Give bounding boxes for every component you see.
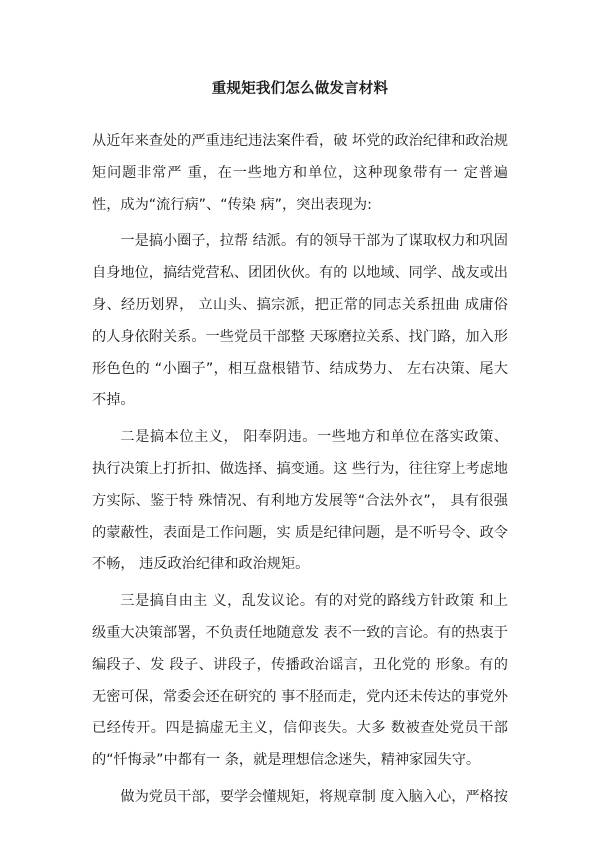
- paragraph-intro: 从近年来查处的严重违纪违法案件看，破 坏党的政治纪律和政治规矩问题非常严 重，在一些地方和单位，这种现象带有一 定普遍性，成为“流行病”、“传染 病”，突出表现为:: [92, 133, 508, 213]
- paragraph-conclusion: 做为党员干部，要学会懂规矩，将规章制 度入脑入心，严格按: [120, 788, 508, 805]
- paragraph-point-two: 二是搞本位主义， 阳奉阴违。一些地方和单位在落实政策、 执行决策上打折扣、做选择、搞变通。这 些行为，往往穿上考虑地方实际、鉴于特 殊情况、有利地方发展等“合法外衣”， 具有很强的蒙蔽性，表面是工作问题，实 质是纪律问题，是不听号令、政令不畅， 违反政治纪律和政治规矩。: [92, 429, 508, 573]
- paragraph-point-three: 三是搞自由主 义，乱发议论。有的对党的路线方针政策 和上级重大决策部署，不负责任地随意发 表不一致的言论。有的热衷于编段子、发 段子、讲段子，传播政治谣言，丑化党的 形象。有的无密可保，常委会还在研究的 事不胫而走，党内还未传达的事党外已经传开。四是搞虚无主义，信仰丧失。大多 数被查处党员干部的“忏悔录”中都有一 条，就是理想信念迷失，精神家园失守。: [92, 593, 508, 769]
- document-title: 重规矩我们怎么做发言材料: [211, 81, 389, 97]
- paragraph-point-one: 一是搞小圈子，拉帮 结派。有的领导干部为了谋取权力和巩固自身地位，搞结党营私、团团伙伙。有的 以地域、同学、战友或出身、经历划界， 立山头、搞宗派，把正常的同志关系扭曲 成庸俗的人身依附关系。一些党员干部整 天琢磨拉关系、找门路，加入形形色色的 “小圈子”，相互盘根错节、结成势力、 左右决策、尾大不掉。: [92, 233, 508, 409]
